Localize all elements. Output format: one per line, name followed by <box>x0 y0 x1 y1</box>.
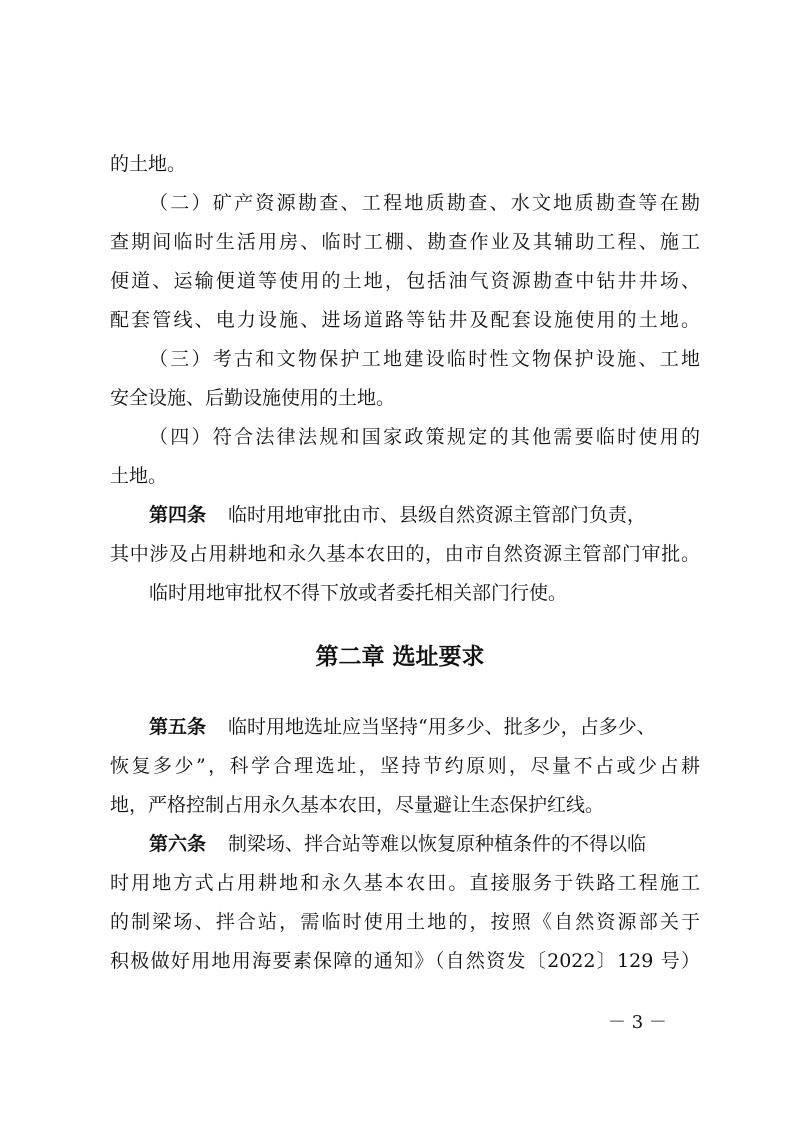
paragraph-line: 的制梁场、拌合站，需临时使用土地的，按照《自然资源部关于 <box>110 911 700 933</box>
article-text: 制梁场、拌合站等难以恢复原种植条件的不得以临 <box>228 833 647 855</box>
chapter-heading: 第二章 选址要求 <box>315 644 485 670</box>
paragraph-line: 便道、运输便道等使用的土地，包括油气资源勘查中钻井井场、 <box>110 270 700 292</box>
paragraph-line: 土地。 <box>110 465 168 487</box>
paragraph-line: （三）考古和文物保护工地建设临时性文物保护设施、工地 <box>149 348 700 370</box>
paragraph-line: 的土地。 <box>110 153 187 175</box>
article-label: 第四条 <box>149 504 207 526</box>
article-line <box>149 498 700 532</box>
paragraph-line: 时用地方式占用耕地和永久基本农田。直接服务于铁路工程施工 <box>110 872 700 894</box>
article-line <box>149 827 700 861</box>
paragraph-line: 查期间临时生活用房、临时工棚、勘查作业及其辅助工程、施工 <box>110 231 700 253</box>
article-text: 临时用地选址应当坚持“用多少、批多少，占多少、 <box>228 716 656 738</box>
paragraph-line: （四）符合法律法规和国家政策规定的其他需要临时使用的 <box>149 426 700 448</box>
article-line <box>149 710 700 744</box>
page-number: － 3 － <box>608 1012 667 1033</box>
article-text: 临时用地审批由市、县级自然资源主管部门负责， <box>228 504 647 526</box>
article-label: 第五条 <box>149 716 207 738</box>
paragraph-line: 恢复多少”，科学合理选址，坚持节约原则，尽量不占或少占耕 <box>110 755 700 777</box>
paragraph-line: 安全设施、后勤设施使用的土地。 <box>110 387 396 409</box>
paragraph-line: 临时用地审批权不得下放或者委托相关部门行使。 <box>149 582 568 604</box>
paragraph-line: 积极做好用地用海要素保障的通知》（自然资发〔2022〕129 号） <box>110 950 700 972</box>
paragraph-line: 配套管线、电力设施、进场道路等钻井及配套设施使用的土地。 <box>110 309 700 331</box>
article-label: 第六条 <box>149 833 207 855</box>
paragraph-line: 其中涉及占用耕地和永久基本农田的，由市自然资源主管部门审批。 <box>110 543 700 565</box>
paragraph-line: 地，严格控制占用永久基本农田，尽量避让生态保护红线。 <box>110 794 605 816</box>
paragraph-line: （二）矿产资源勘查、工程地质勘查、水文地质勘查等在勘 <box>149 192 700 214</box>
